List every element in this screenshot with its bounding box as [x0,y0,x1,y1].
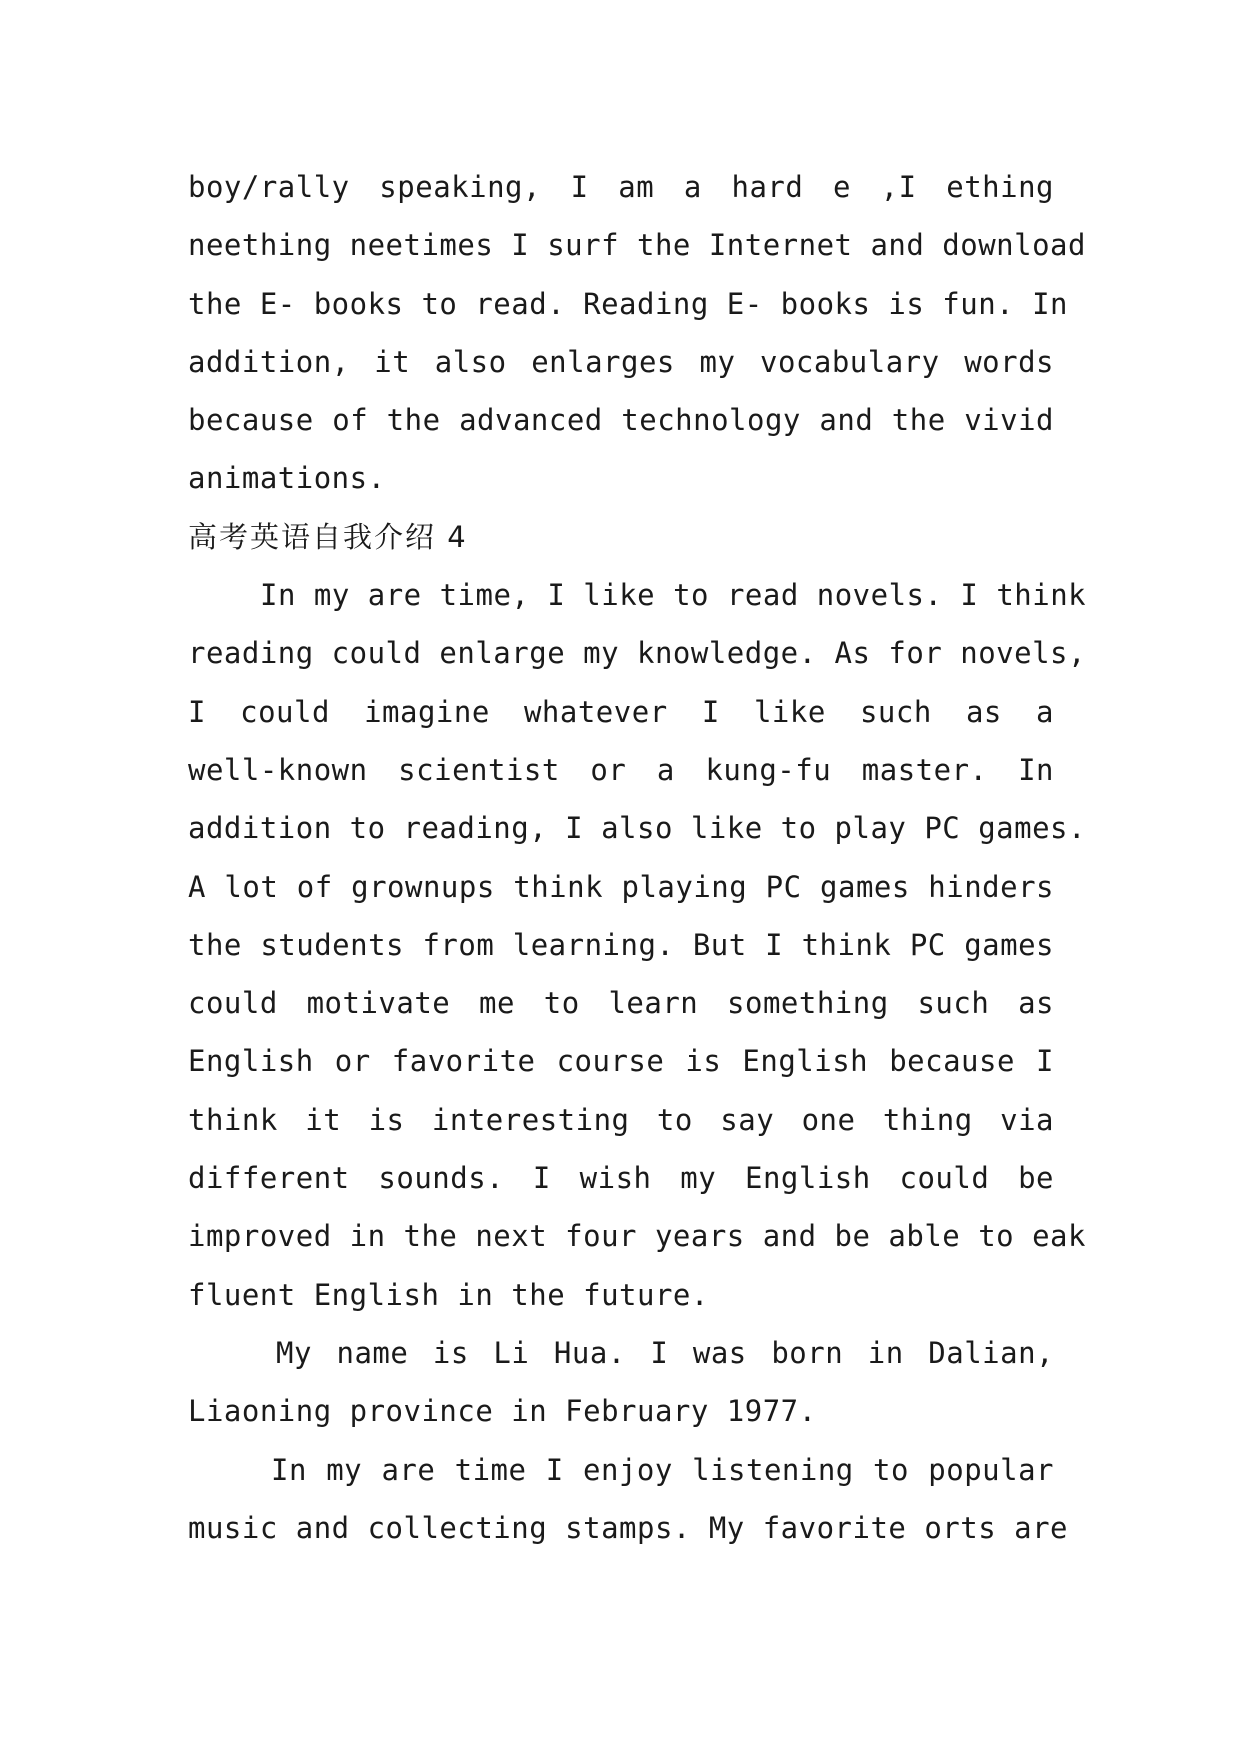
text-line: My name is Li Hua. I was born in Dalian, [276,1335,1054,1370]
text-line: fluent English in the future. [188,1277,709,1312]
text-line: the E- books to read. Reading E- books is fun. In [188,286,1069,321]
document-body [188,158,1087,1557]
text-line: addition, it also enlarges my vocabulary words [188,344,1054,379]
text-line: I could imagine whatever I like such as a [188,694,1054,729]
paragraph-3 [188,1441,1069,1558]
text-line: boy/rally speaking, I am a hard e ,I ething [188,170,1054,204]
text-line: In my are time, I like to read novels. I think [260,578,1087,613]
text-line: addition to reading, I also like to play PC games. [188,811,1086,846]
text-line: could motivate me to learn something such as [188,986,1054,1021]
text-line: improved in the next four years and be able to eak [188,1219,1086,1254]
text-line: different sounds. I wish my English could be [188,1161,1054,1196]
text-line: think it is interesting to say one thing via [188,1102,1054,1137]
text-line: well-known scientist or a kung-fu master. In [188,752,1054,787]
text-line: animations. [188,461,386,496]
text-line: Liaoning province in February 1977. [188,1394,817,1429]
paragraph-intro [188,158,1086,508]
text-line: because of the advanced technology and the vivid [188,403,1054,438]
text-line: A lot of grownups think playing PC games hinders [188,869,1054,904]
text-line: In my are time I enjoy listening to popular [271,1452,1054,1487]
paragraph-1 [188,566,1087,1324]
text-line: neething neetimes I surf the Internet and download [188,228,1086,263]
paragraph-2 [188,1324,1054,1441]
text-line: English or favorite course is English because I [188,1044,1054,1079]
section-heading: 高考英语自我介绍 4 [188,519,468,554]
text-line: reading could enlarge my knowledge. As for novels, [188,636,1086,671]
text-line: the students from learning. But I think PC games [188,927,1054,962]
text-line: music and collecting stamps. My favorite orts are [188,1510,1069,1545]
